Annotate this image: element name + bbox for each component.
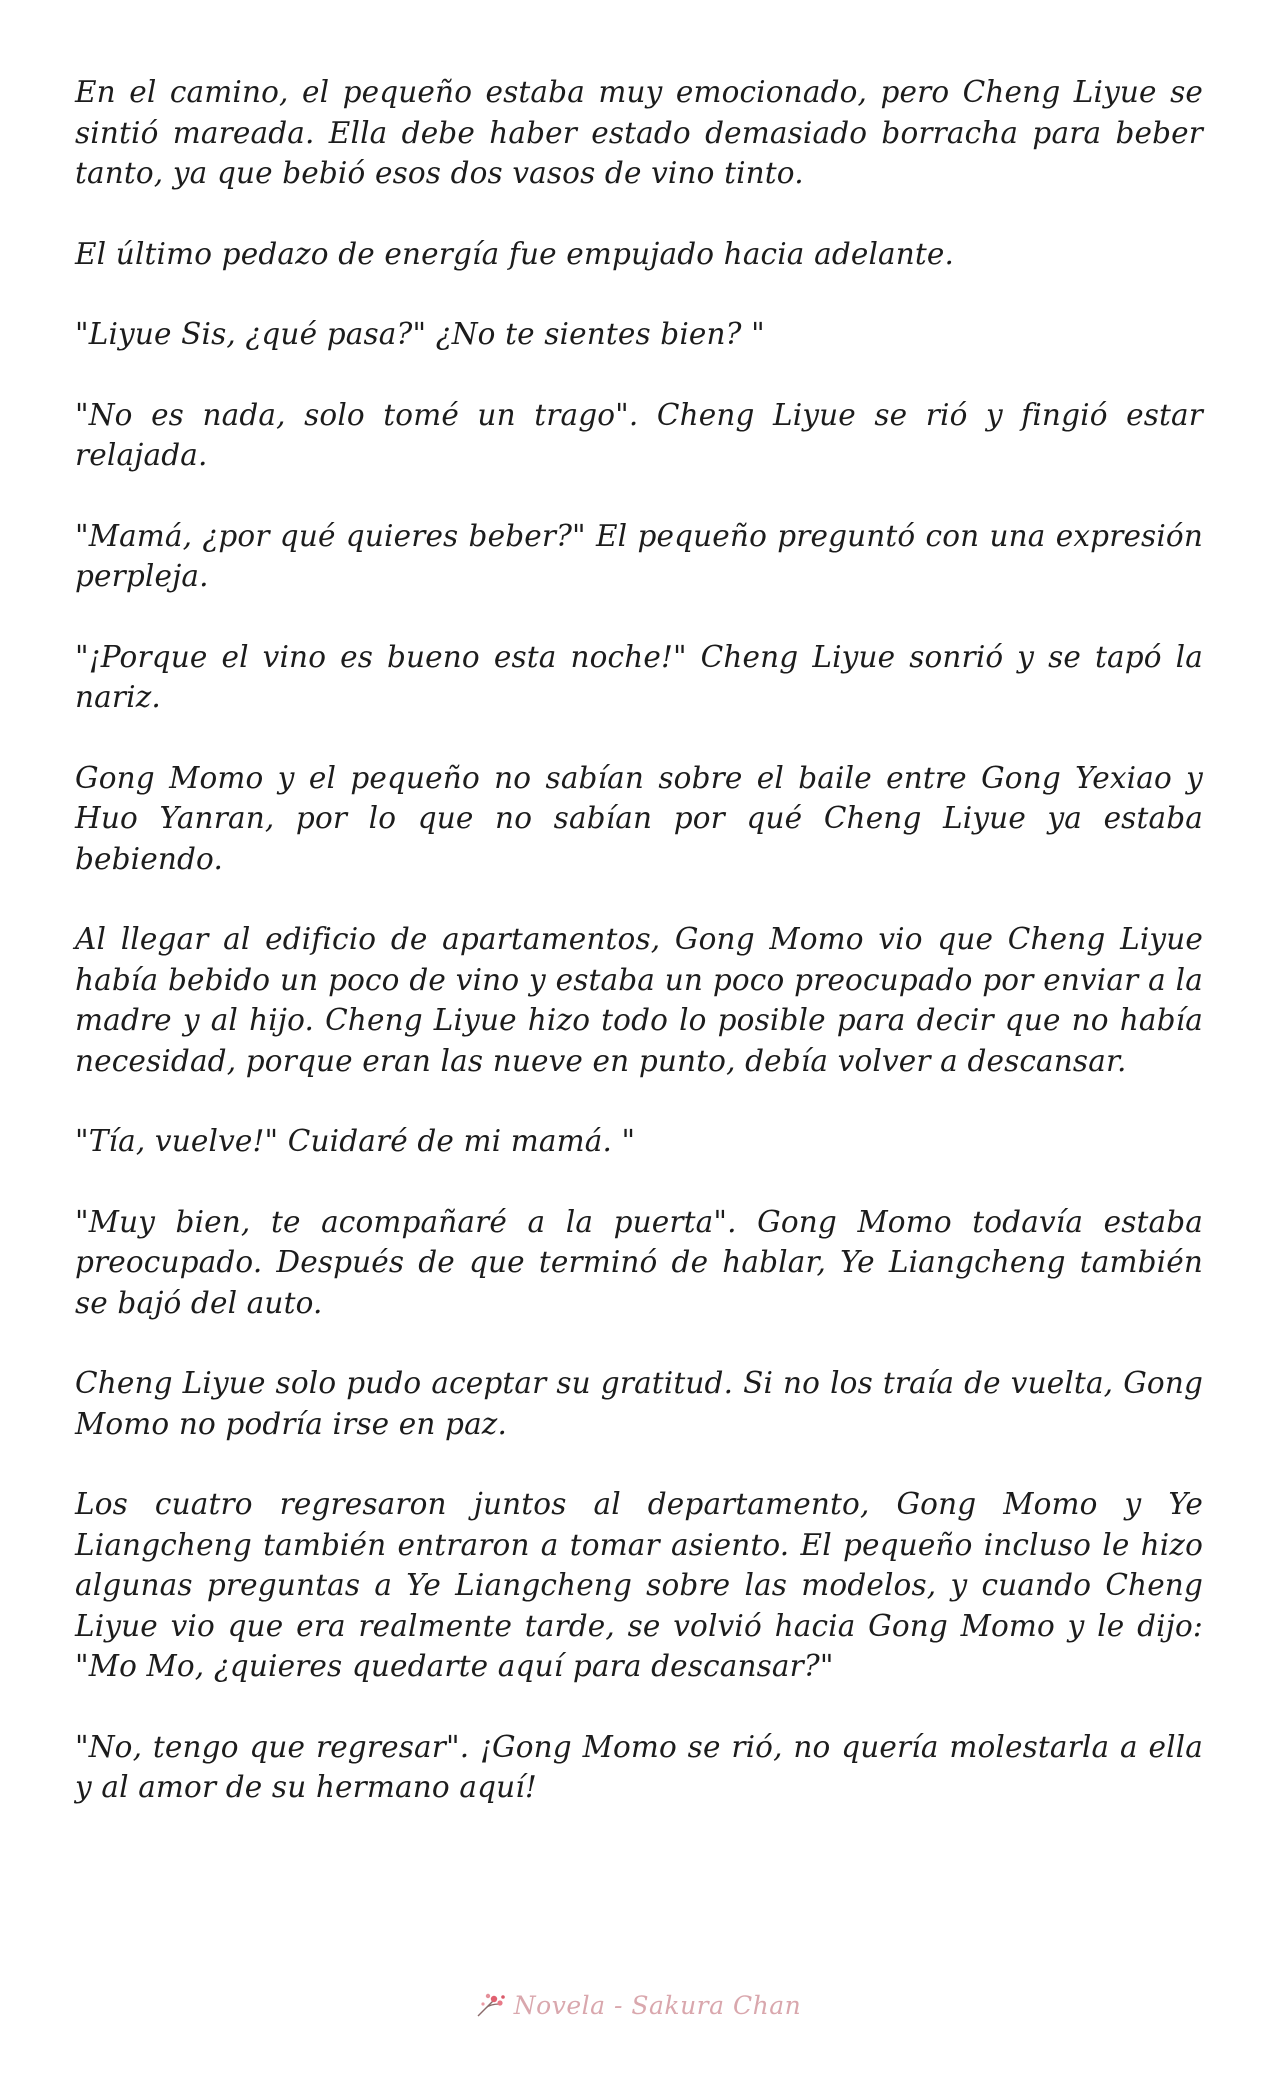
paragraph: "Tía, vuelve!" Cuidaré de mi mamá. " bbox=[75, 1124, 636, 1158]
paragraph: Cheng Liyue solo pudo aceptar su gratitud. Si no los traía de vuelta, Gong Momo no podría irse en paz. bbox=[75, 1366, 1203, 1441]
paragraph: Gong Momo y el pequeño no sabían sobre el baile entre Gong Yexiao y Huo Yanran, por lo que no sabían por qué Cheng Liyue ya estaba bebiendo. bbox=[75, 760, 1203, 876]
document-body bbox=[75, 72, 1203, 1848]
footer-text: Novela - Sakura Chan bbox=[513, 1990, 802, 2020]
paragraph: "Liyue Sis, ¿qué pasa?" ¿No te sientes bien? " bbox=[75, 317, 765, 351]
paragraph: Al llegar al edificio de apartamentos, Gong Momo vio que Cheng Liyue había bebido un poco de vino y estaba un poco preocupado por enviar a la madre y al hijo. Cheng Liyue hizo todo lo posible para decir que no había necesidad, porque eran las nueve en punto, debía volver a descansar. bbox=[75, 922, 1203, 1078]
paragraph: "Muy bien, te acompañaré a la puerta". Gong Momo todavía estaba preocupado. Después de que terminó de hablar, Ye Liangcheng también se bajó del auto. bbox=[75, 1204, 1203, 1320]
paragraph: "No es nada, solo tomé un trago". Cheng Liyue se rió y fingió estar relajada. bbox=[75, 397, 1203, 472]
paragraph: "¡Porque el vino es bueno esta noche!" Cheng Liyue sonrió y se tapó la nariz. bbox=[75, 639, 1203, 714]
paragraph: "Mamá, ¿por qué quieres beber?" El pequeño preguntó con una expresión perpleja. bbox=[75, 518, 1203, 593]
sakura-flower-icon bbox=[474, 1990, 508, 2020]
paragraph: En el camino, el pequeño estaba muy emocionado, pero Cheng Liyue se sintió mareada. Ella debe haber estado demasiado borracha para beber tanto, ya que bebió esos dos vasos de vino tinto. bbox=[75, 75, 1203, 190]
paragraph: El último pedazo de energía fue empujado hacia adelante. bbox=[75, 236, 955, 271]
footer-watermark bbox=[0, 1990, 1275, 2020]
paragraph: Los cuatro regresaron juntos al departamento, Gong Momo y Ye Liangcheng también entraron a tomar asiento. El pequeño incluso le hizo algunas preguntas a Ye Liangcheng sobre las modelos, y cuando Cheng Liyue vio que era realmente tarde, se volvió hacia Gong Momo y le dijo: "Mo Mo, ¿quieres quedarte aquí para descansar?" bbox=[75, 1487, 1203, 1683]
paragraph: "No, tengo que regresar". ¡Gong Momo se rió, no quería molestarla a ella y al amor de su hermano aquí! bbox=[75, 1729, 1203, 1804]
